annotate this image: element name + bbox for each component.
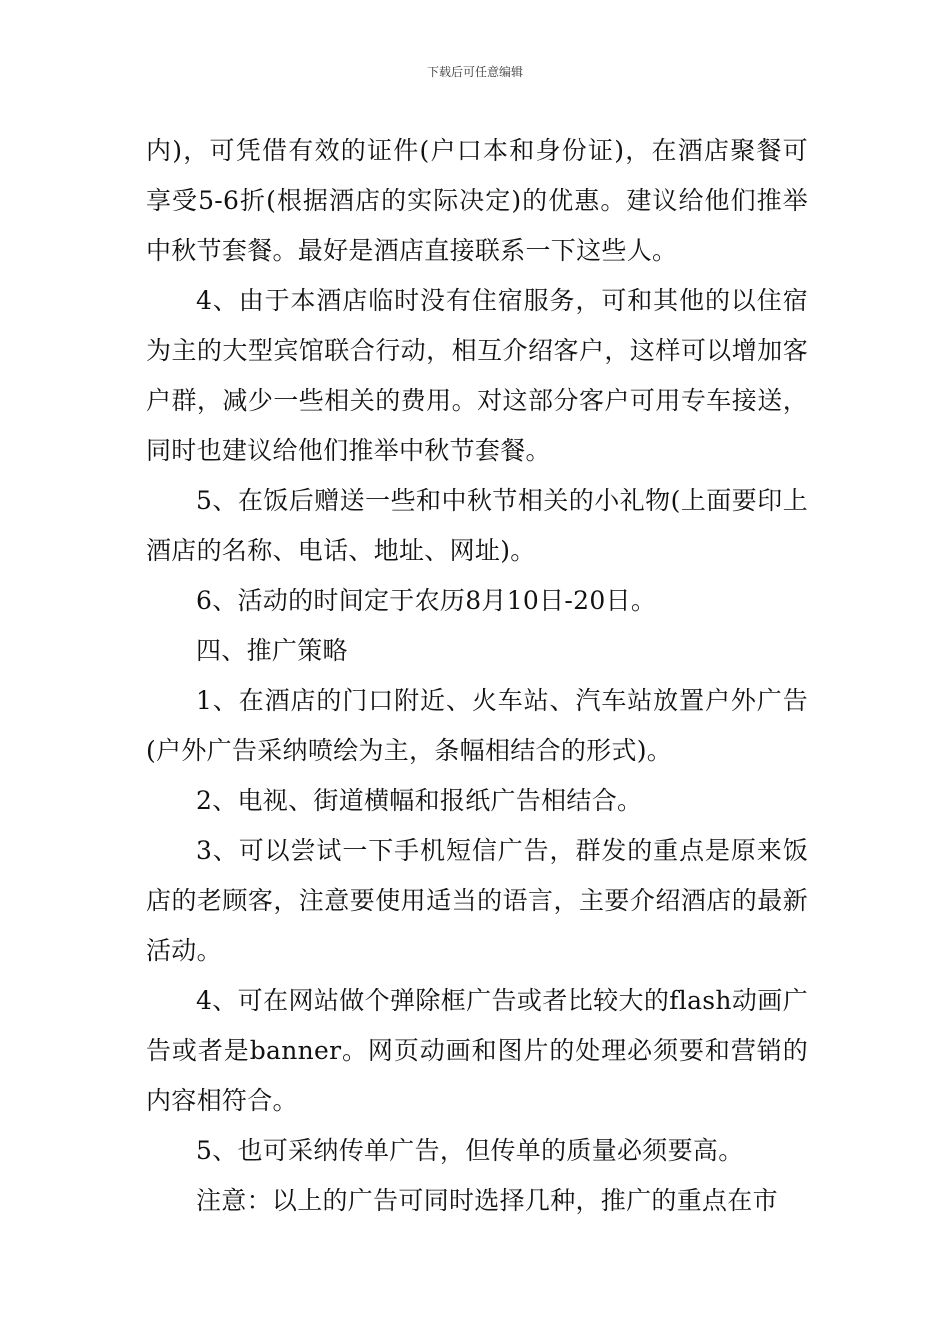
section-heading-promotion-strategy: 四、推广策略 [196,636,348,665]
paragraph-strategy-3-sms-ads: 3、可以尝试一下手机短信广告，群发的重点是原来饭店的老顾客，注意要使用适当的语言，主要介绍酒店的最新活动。 [146,836,808,965]
document-body [146,126,808,1226]
paragraph-continuation: 内)，可凭借有效的证件(户口本和身份证)，在酒店聚餐可享受5-6折(根据酒店的实际决定)的优惠。建议给他们推举中秋节套餐。最好是酒店直接联系一下这些人。 [146,136,808,265]
page-header: 下载后可任意编辑 [426,65,523,79]
paragraph-item-5-gifts: 5、在饭后赠送一些和中秋节相关的小礼物(上面要印上酒店的名称、电话、地址、网址)。 [146,486,808,565]
paragraph-strategy-2-media-ads: 2、电视、街道横幅和报纸广告相结合。 [196,786,643,815]
paragraph-item-6-activity-time: 6、活动的时间定于农历8月10日-20日。 [196,586,657,615]
paragraph-item-4-hotel-partnership: 4、由于本酒店临时没有住宿服务，可和其他的以住宿为主的大型宾馆联合行动，相互介绍客户，这样可以增加客户群，减少一些相关的费用。对这部分客户可用专车接送，同时也建议给他们推举中秋节套餐。 [146,286,808,465]
paragraph-strategy-4-web-ads: 4、可在网站做个弹除框广告或者比较大的flash动画广告或者是banner。网页动画和图片的处理必须要和营销的内容相符合。 [146,986,808,1115]
paragraph-strategy-1-outdoor-ads: 1、在酒店的门口附近、火车站、汽车站放置户外广告(户外广告采纳喷绘为主，条幅相结合的形式)。 [146,686,808,765]
paragraph-strategy-5-flyers: 5、也可采纳传单广告，但传单的质量必须要高。 [196,1136,744,1165]
paragraph-note: 注意：以上的广告可同时选择几种，推广的重点在市 [196,1186,778,1215]
